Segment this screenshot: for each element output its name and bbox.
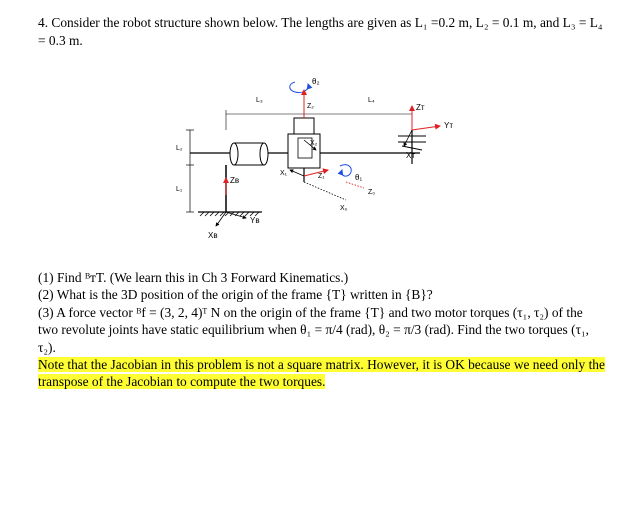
theta1-rotation-arrow (340, 165, 351, 176)
question-2: (2) What is the 3D position of the origin of the frame {T} written in {B}? (38, 287, 433, 303)
dimension-l4 (304, 97, 412, 130)
robot-diagram-svg (150, 70, 500, 255)
robot-diagram (150, 70, 500, 255)
label-yb: Yʙ (250, 216, 260, 225)
dimension-l3 (226, 97, 304, 130)
joint-2-body (288, 118, 320, 182)
axis-x0 (304, 182, 346, 200)
label-l3: L₃ (256, 97, 263, 104)
axis-yt (412, 126, 440, 130)
axis-xt (404, 130, 412, 146)
motor-cylinder-1 (230, 143, 268, 165)
label-xb: Xʙ (208, 231, 218, 240)
question-3: (3) A force vector ᴮf = (3, 2, 4)ᵀ N on the origin of the frame {T} and two motor torques (τ₁, τ₂) of the two revolute joints have static equilibrium when θ₁ = π/4 (rad), θ₂ = π/3 (rad). Find the two torques (τ₁, τ₂). (38, 304, 589, 355)
label-theta2: θ₂ (312, 77, 320, 86)
label-z1: Z₁ (318, 173, 325, 180)
dimension-l1 (176, 165, 194, 212)
label-z2: Z₂ (307, 103, 314, 110)
label-x2: X₂ (310, 140, 318, 147)
axis-xb (216, 212, 226, 226)
label-theta1: θ₁ (355, 173, 363, 182)
label-l4: L₄ (368, 97, 375, 104)
label-zt: Zᴛ (416, 103, 425, 112)
label-xt: Xᴛ (406, 151, 415, 160)
axis-x1 (290, 170, 304, 176)
label-z0: Z₀ (368, 189, 376, 196)
label-zb: Zʙ (230, 176, 240, 185)
theta2-rotation-arrow (290, 82, 309, 93)
label-l1: L₁ (176, 186, 183, 193)
problem-line-1: 4. Consider the robot structure shown below. The lengths are given as L₁ =0.2 m, L₂ = 0.1 m, and L₃ = L₄ (38, 15, 603, 30)
questions (38, 269, 606, 391)
label-x0: X₀ (340, 205, 348, 212)
label-yt: Yᴛ (444, 121, 453, 130)
dimension-l2 (176, 130, 194, 165)
problem-statement (38, 14, 608, 50)
label-x1: X₁ (280, 170, 288, 177)
question-1: (1) Find ᴮᴛT. (We learn this in Ch 3 Forward Kinematics.) (38, 270, 349, 285)
problem-line-2: = 0.3 m. (38, 33, 83, 48)
label-l2: L₂ (176, 145, 183, 152)
axis-z0 (346, 182, 364, 188)
jacobian-note: Note that the Jacobian in this problem is not a square matrix. However, it is OK because we need only the transpose of the Jacobian to compute the two torques. (38, 357, 605, 390)
